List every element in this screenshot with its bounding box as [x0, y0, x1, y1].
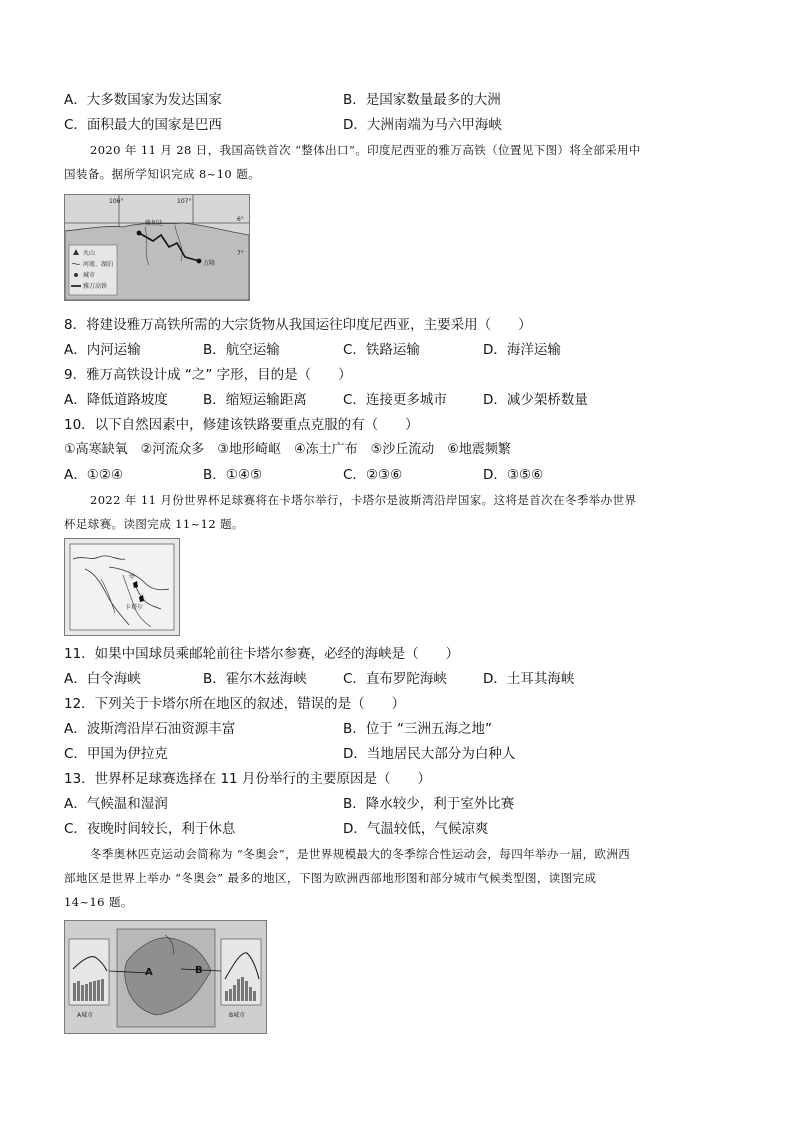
q7-option-a: A．大多数国家为发达国家 — [64, 92, 222, 108]
q7-option-c: C．面积最大的国家是巴西 — [64, 117, 222, 133]
q7-option-d: D．大洲南端为马六甲海峡 — [343, 117, 502, 133]
q10-option-b: B．①④⑤ — [203, 467, 263, 483]
q8-option-a: A．内河运输 — [64, 342, 141, 358]
point-a-label: A — [145, 967, 153, 978]
q10-option-d: D．③⑤⑥ — [483, 467, 544, 483]
legend-railway: 雅万高铁 — [83, 283, 108, 290]
q10-items: ①高寒缺氧 ②河流众多 ③地形崎岖 ④冻土广布 ⑤沙丘流动 ⑥地震频繁 — [64, 442, 511, 457]
q8-stem: 8．将建设雅万高铁所需的大宗货物从我国运往印度尼西亚，主要采用（ ） — [64, 317, 532, 333]
bandung-label: 万隆 — [203, 260, 216, 267]
lat-7-label: 7° — [237, 250, 244, 257]
q10-option-c: C．②③⑥ — [343, 467, 403, 483]
middle-east-map — [64, 538, 180, 636]
western-europe-map — [64, 920, 267, 1034]
label-qatar: 卡塔尔 — [125, 604, 144, 611]
lon-106-label: 106° — [109, 198, 124, 205]
q11-option-b: B．霍尔木兹海峡 — [203, 671, 307, 687]
legend-volcano: 火山 — [83, 250, 96, 257]
legend-river-lake: 河流、湖泊 — [83, 261, 114, 268]
city-a-chart-label: A城市 — [77, 1012, 94, 1019]
q8-option-d: D．海洋运输 — [483, 342, 561, 358]
q8-option-c: C．铁路运输 — [343, 342, 420, 358]
q8-option-b: B．航空运输 — [203, 342, 280, 358]
q11-option-a: A．白令海峡 — [64, 671, 141, 687]
q13-option-c: C．夜晚时间较长，利于休息 — [64, 821, 236, 837]
legend-city: 城市 — [83, 272, 96, 279]
q7-option-b: B．是国家数量最多的大洲 — [343, 92, 501, 108]
q9-option-d: D．减少架桥数量 — [483, 392, 588, 408]
q13-option-d: D．气温较低，气候凉爽 — [343, 821, 489, 837]
q11-stem: 11．如果中国球员乘邮轮前往卡塔尔参赛，必经的海峡是（ ） — [64, 646, 460, 662]
q13-stem: 13．世界杯足球赛选择在 11 月份举行的主要原因是（ ） — [64, 771, 431, 787]
q12-stem: 12．下列关于卡塔尔所在地区的叙述，错误的是（ ） — [64, 696, 406, 712]
q9-option-a: A．降低道路坡度 — [64, 392, 168, 408]
city-b-chart-label: B城市 — [229, 1012, 246, 1019]
intro-paragraph-2-line-1: 2022 年 11 月份世界杯足球赛将在卡塔尔举行，卡塔尔是波斯湾沿岸国家。这将是首次在冬季举办世界 — [90, 493, 637, 507]
q11-option-c: C．直布罗陀海峡 — [343, 671, 447, 687]
jakarta-label: 雅加达 — [145, 220, 164, 227]
q9-option-b: B．缩短运输距离 — [203, 392, 307, 408]
q13-option-a: A．气候温和湿润 — [64, 796, 168, 812]
lon-107-label: 107° — [177, 198, 192, 205]
q10-stem: 10．以下自然因素中，修建该铁路要重点克服的有（ ） — [64, 417, 419, 433]
q13-option-b: B．降水较少，利于室外比赛 — [343, 796, 515, 812]
intro-paragraph-3-line-1: 冬季奥林匹克运动会简称为 “冬奥会”，是世界规模最大的冬季综合性运动会，每四年举办一届，欧洲西 — [90, 847, 631, 861]
q9-stem: 9．雅万高铁设计成 “之” 字形，目的是（ ） — [64, 367, 352, 383]
q9-option-c: C．连接更多城市 — [343, 392, 447, 408]
q10-option-a: A．①②④ — [64, 467, 124, 483]
q12-option-a: A．波斯湾沿岸石油资源丰富 — [64, 721, 236, 737]
intro-paragraph-3-line-3: 14~16 题。 — [64, 895, 133, 909]
q11-option-d: D．土耳其海峡 — [483, 671, 575, 687]
java-railway-map — [64, 194, 250, 301]
intro-paragraph-2-line-2: 杯足球赛。读图完成 11~12 题。 — [64, 517, 244, 531]
lat-6-label: 6° — [237, 216, 244, 223]
q12-option-c: C．甲国为伊拉克 — [64, 746, 168, 762]
intro-paragraph-1-line-1: 2020 年 11 月 28 日，我国高铁首次 “整体出口”。印度尼西亚的雅万高铁（位置见下图）将全部采用中 — [90, 143, 641, 157]
point-b-label: B — [195, 965, 203, 976]
q12-option-b: B．位于 “三洲五海之地” — [343, 721, 493, 737]
q12-option-d: D．当地居民大部分为白种人 — [343, 746, 516, 762]
label-jia: 甲 — [129, 574, 136, 581]
intro-paragraph-1-line-2: 国装备。据所学知识完成 8~10 题。 — [64, 167, 260, 181]
intro-paragraph-3-line-2: 部地区是世界上举办 “冬奥会” 最多的地区，下图为欧洲西部地形图和部分城市气候类型图，读图完成 — [64, 871, 597, 885]
